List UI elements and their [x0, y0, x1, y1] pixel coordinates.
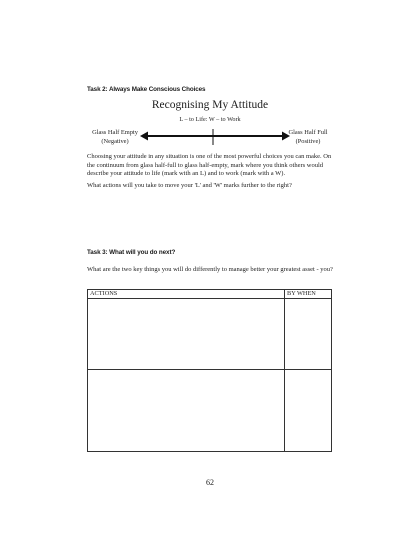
task-2-instructions: Choosing your attitude in any situation is one of the most powerful choices you can make. On the continuum from glass half-full to glass half-empty, mark where you think others would describe your attitude to life (mark with an L) and to work (mark with a W).: [87, 153, 332, 178]
actions-column-header: ACTIONS: [88, 290, 285, 299]
negative-label-line2: (Negative): [101, 138, 129, 145]
task-3-heading: Task 3: What will you do next?: [87, 249, 176, 256]
by-when-cell-1[interactable]: [285, 299, 332, 370]
page-number: 62: [206, 478, 214, 487]
table-row: [88, 370, 332, 452]
action-cell-2[interactable]: [88, 370, 285, 452]
positive-end-label: [284, 128, 332, 146]
table-header-row: [88, 290, 332, 299]
action-plan-table: [87, 289, 332, 452]
task-3-question: What are the two key things you will do differently to manage better your greatest asset - you?: [87, 266, 333, 273]
table-row: [88, 299, 332, 370]
task-2-question: What actions will you take to move your 'L' and 'W' marks further to the right?: [87, 182, 292, 189]
negative-label-line1: Glass Half Empty: [92, 129, 138, 136]
task-2-heading: Task 2: Always Make Conscious Choices: [87, 86, 206, 93]
by-when-cell-2[interactable]: [285, 370, 332, 452]
positive-label-line1: Glass Half Full: [288, 129, 328, 136]
by-when-column-header: BY WHEN: [285, 290, 332, 299]
negative-end-label: [87, 128, 143, 146]
positive-label-line2: (Positive): [295, 138, 321, 145]
attitude-continuum[interactable]: [140, 126, 290, 148]
left-arrowhead-icon: [140, 132, 148, 141]
attitude-subtitle: L – to Life: W – to Work: [179, 116, 241, 123]
attitude-title: Recognising My Attitude: [151, 99, 269, 111]
action-cell-1[interactable]: [88, 299, 285, 370]
